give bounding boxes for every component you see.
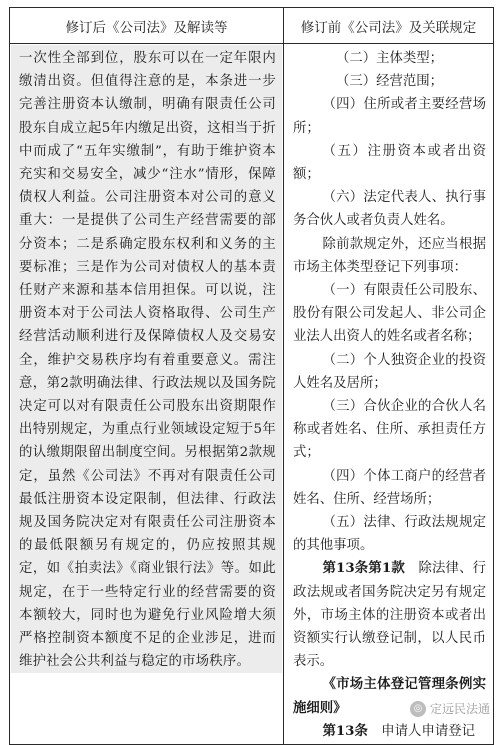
- table-header-row: [10, 8, 494, 44]
- header-left: 修订后《公司法》及解读等: [10, 8, 284, 44]
- provision-text: 除前款规定外，还应当根据市场主体类型登记下列事项：: [293, 236, 486, 275]
- table-body-row: [10, 44, 494, 745]
- provision-paragraph: [293, 511, 486, 557]
- provision-text: 除法律、行政法规或者国务院决定另有规定外，市场主体的注册资本或者出资额实行认缴登记制，以人民币表示。: [293, 561, 487, 670]
- provision-text: 《市场主体登记管理条例实施细则》: [293, 676, 486, 716]
- header-right: 修订前《公司法》及关联规定: [284, 8, 494, 44]
- article-number: 第13条: [322, 722, 368, 739]
- provision-text: （五）注册资本或者出资额；: [293, 143, 486, 183]
- provision-text: 申请人申请登记: [367, 723, 476, 739]
- provision-text: （三）合伙企业的合伙人名称或者姓名、住所、承担责任方式；: [293, 399, 486, 461]
- provision-text: （三）经营范围；: [335, 74, 444, 90]
- related-provisions: [285, 45, 492, 743]
- provision-paragraph: [293, 233, 486, 279]
- provision-text: （六）法定代表人、执行事务合伙人或者负责人姓名。: [293, 190, 486, 229]
- provision-paragraph: [293, 720, 486, 743]
- provision-paragraph: [293, 140, 486, 186]
- watermark: [410, 700, 490, 717]
- provision-text: （四）个体工商户的经营者姓名、住所、经营场所；: [293, 468, 486, 507]
- interpretation-text: 一次性全部到位，股东可以在一定年限内缴清出资。但值得注意的是，本条进一步完善注册资本认缴制，明确有限责任公司股东自成立起5年内缴足出资，这相当于折中而成了“五年实缴制”，有助于维护资本充实和交易安全，减少“注水”情形，保障债权人利益。公司注册资本对公司的意义重大：一是提供了公司生产经营需要的部分资本；二是系确定股东权利和义务的主要标准；三是作为公司对债权人的基本责任财产来源和基本信用担保。可以说，注册资本对于公司法人资格取得、公司生产经营活动顺利进行及保障债权人及交易安全，维护交易秩序均有着重要意义。需注意，第2款明确法律、行政法规以及国务院决定可以对有限责任公司股东出资期限作出特别规定，为重点行业领域设定短于5年的认缴期限留出制度空间。另根据第2款规定，虽然《公司法》不再对有限责任公司最低注册资本设定限制，但法律、行政法规及国务院决定对有限责任公司注册资本的最低限额另有规定的，仍应按照其规定，如《拍卖法》《商业银行法》等。如此规定，在于一些特定行业的经营需要的资本额较大，同时也为避免行业风险增大须严格控制资本额度不足的企业涉足，进而维护社会公共利益与稳定的市场秩序。: [11, 45, 282, 673]
- provision-text: （一）有限责任公司股东、股份有限公司发起人、非公司企业法人出资人的姓名或者名称；: [293, 283, 486, 345]
- right-cell: [284, 44, 494, 745]
- article-number: 第13条第1款: [322, 560, 405, 577]
- provision-paragraph: [293, 186, 486, 232]
- watermark-text: 定远民法通: [429, 702, 490, 716]
- provision-paragraph: [293, 47, 486, 70]
- wechat-logo-icon: ◎: [410, 701, 426, 717]
- provision-text: （二）主体类型；: [335, 51, 444, 66]
- provision-text: （四）住所或者主要经营场所；: [293, 97, 486, 136]
- provision-paragraph: [293, 279, 486, 349]
- provision-text: （二）个人独资企业的投资人姓名及居所；: [293, 352, 486, 391]
- provision-paragraph: [293, 349, 486, 395]
- provision-paragraph: [293, 395, 486, 465]
- provision-paragraph: [293, 70, 486, 93]
- comparison-table: [9, 7, 494, 745]
- provision-paragraph: [293, 93, 486, 139]
- provision-paragraph: [293, 557, 486, 673]
- provision-paragraph: [293, 465, 486, 511]
- provision-text: （五）法律、行政法规规定的其他事项。: [293, 515, 486, 554]
- left-cell: [10, 44, 284, 745]
